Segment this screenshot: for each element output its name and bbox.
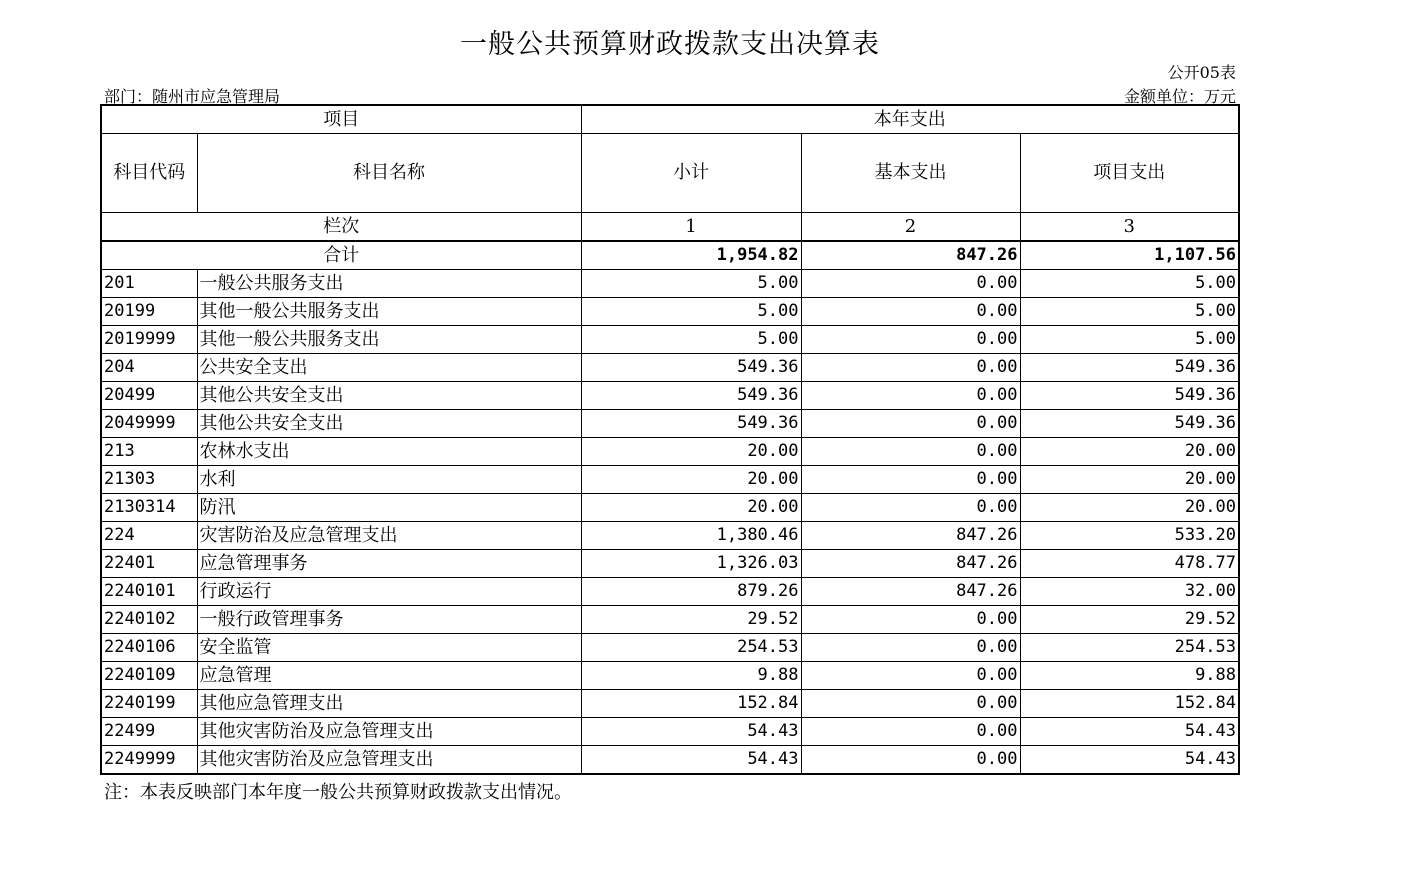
table-row bbox=[101, 438, 1239, 466]
row-name: 应急管理 bbox=[197, 662, 581, 690]
total-project: 1,107.56 bbox=[1020, 241, 1239, 270]
row-basic: 0.00 bbox=[801, 326, 1020, 354]
row-name: 其他公共安全支出 bbox=[197, 410, 581, 438]
header-code: 科目代码 bbox=[101, 134, 197, 213]
row-code: 2130314 bbox=[101, 494, 197, 522]
row-project: 29.52 bbox=[1020, 606, 1239, 634]
row-subtotal: 20.00 bbox=[581, 438, 801, 466]
row-subtotal: 5.00 bbox=[581, 270, 801, 298]
row-project: 254.53 bbox=[1020, 634, 1239, 662]
row-basic: 0.00 bbox=[801, 466, 1020, 494]
form-number: 公开05表 bbox=[1167, 63, 1236, 82]
row-code: 204 bbox=[101, 354, 197, 382]
row-name: 其他应急管理支出 bbox=[197, 690, 581, 718]
row-code: 2240102 bbox=[101, 606, 197, 634]
row-project: 5.00 bbox=[1020, 270, 1239, 298]
row-subtotal: 20.00 bbox=[581, 466, 801, 494]
row-name: 其他灾害防治及应急管理支出 bbox=[197, 718, 581, 746]
row-name: 灾害防治及应急管理支出 bbox=[197, 522, 581, 550]
table-row bbox=[101, 606, 1239, 634]
table-row bbox=[101, 550, 1239, 578]
table-row bbox=[101, 718, 1239, 746]
table-row bbox=[101, 746, 1239, 775]
table-row bbox=[101, 354, 1239, 382]
row-basic: 0.00 bbox=[801, 662, 1020, 690]
row-subtotal: 1,380.46 bbox=[581, 522, 801, 550]
row-code: 224 bbox=[101, 522, 197, 550]
row-basic: 0.00 bbox=[801, 746, 1020, 775]
table-row bbox=[101, 270, 1239, 298]
row-basic: 0.00 bbox=[801, 718, 1020, 746]
amount-unit-label: 金额单位：万元 bbox=[1123, 87, 1236, 106]
row-subtotal: 54.43 bbox=[581, 718, 801, 746]
row-project: 5.00 bbox=[1020, 326, 1239, 354]
row-project: 20.00 bbox=[1020, 494, 1239, 522]
row-project: 478.77 bbox=[1020, 550, 1239, 578]
row-code: 20499 bbox=[101, 382, 197, 410]
row-code: 21303 bbox=[101, 466, 197, 494]
row-project: 549.36 bbox=[1020, 410, 1239, 438]
row-code: 22401 bbox=[101, 550, 197, 578]
row-code: 213 bbox=[101, 438, 197, 466]
header-name: 科目名称 bbox=[197, 134, 581, 213]
table-row bbox=[101, 494, 1239, 522]
row-name: 公共安全支出 bbox=[197, 354, 581, 382]
table-row bbox=[101, 662, 1239, 690]
expenditure-table bbox=[100, 104, 1240, 775]
row-basic: 0.00 bbox=[801, 354, 1020, 382]
header-project-exp: 项目支出 bbox=[1020, 134, 1239, 213]
row-code: 20199 bbox=[101, 298, 197, 326]
table-note: 注：本表反映部门本年度一般公共预算财政拨款支出情况。 bbox=[104, 782, 572, 803]
col-index-1: 1 bbox=[581, 213, 801, 242]
header-subtotal: 小计 bbox=[581, 134, 801, 213]
row-basic: 0.00 bbox=[801, 690, 1020, 718]
department-label: 部门：随州市应急管理局 bbox=[104, 87, 281, 106]
row-name: 其他灾害防治及应急管理支出 bbox=[197, 746, 581, 775]
row-basic: 0.00 bbox=[801, 410, 1020, 438]
table-row bbox=[101, 410, 1239, 438]
row-basic: 847.26 bbox=[801, 522, 1020, 550]
row-subtotal: 1,326.03 bbox=[581, 550, 801, 578]
row-code: 2240101 bbox=[101, 578, 197, 606]
row-name: 其他一般公共服务支出 bbox=[197, 326, 581, 354]
row-basic: 0.00 bbox=[801, 438, 1020, 466]
row-project: 533.20 bbox=[1020, 522, 1239, 550]
row-code: 2240109 bbox=[101, 662, 197, 690]
row-basic: 0.00 bbox=[801, 494, 1020, 522]
row-subtotal: 20.00 bbox=[581, 494, 801, 522]
row-project: 54.43 bbox=[1020, 746, 1239, 775]
table-row bbox=[101, 466, 1239, 494]
row-subtotal: 5.00 bbox=[581, 326, 801, 354]
col-index-3: 3 bbox=[1020, 213, 1239, 242]
row-name: 水利 bbox=[197, 466, 581, 494]
row-name: 农林水支出 bbox=[197, 438, 581, 466]
total-label: 合计 bbox=[101, 241, 581, 270]
table-row bbox=[101, 522, 1239, 550]
row-code: 2019999 bbox=[101, 326, 197, 354]
row-subtotal: 29.52 bbox=[581, 606, 801, 634]
row-name: 其他一般公共服务支出 bbox=[197, 298, 581, 326]
row-subtotal: 549.36 bbox=[581, 410, 801, 438]
row-basic: 847.26 bbox=[801, 578, 1020, 606]
row-name: 其他公共安全支出 bbox=[197, 382, 581, 410]
total-subtotal: 1,954.82 bbox=[581, 241, 801, 270]
row-code: 2240106 bbox=[101, 634, 197, 662]
row-subtotal: 254.53 bbox=[581, 634, 801, 662]
row-subtotal: 152.84 bbox=[581, 690, 801, 718]
row-code: 22499 bbox=[101, 718, 197, 746]
row-basic: 0.00 bbox=[801, 634, 1020, 662]
row-subtotal: 9.88 bbox=[581, 662, 801, 690]
col-index-2: 2 bbox=[801, 213, 1020, 242]
row-name: 一般行政管理事务 bbox=[197, 606, 581, 634]
table-row bbox=[101, 578, 1239, 606]
row-project: 20.00 bbox=[1020, 438, 1239, 466]
header-basic: 基本支出 bbox=[801, 134, 1020, 213]
header-current-year: 本年支出 bbox=[581, 105, 1239, 134]
table-row bbox=[101, 690, 1239, 718]
row-code: 2240199 bbox=[101, 690, 197, 718]
row-code: 201 bbox=[101, 270, 197, 298]
page-title: 一般公共预算财政拨款支出决算表 bbox=[460, 29, 880, 60]
row-code: 2249999 bbox=[101, 746, 197, 775]
row-project: 549.36 bbox=[1020, 354, 1239, 382]
table-row bbox=[101, 298, 1239, 326]
row-name: 应急管理事务 bbox=[197, 550, 581, 578]
row-name: 一般公共服务支出 bbox=[197, 270, 581, 298]
row-project: 9.88 bbox=[1020, 662, 1239, 690]
row-subtotal: 5.00 bbox=[581, 298, 801, 326]
row-project: 20.00 bbox=[1020, 466, 1239, 494]
row-project: 152.84 bbox=[1020, 690, 1239, 718]
row-subtotal: 879.26 bbox=[581, 578, 801, 606]
row-index-label: 栏次 bbox=[101, 213, 581, 242]
header-project: 项目 bbox=[101, 105, 581, 134]
row-subtotal: 549.36 bbox=[581, 354, 801, 382]
row-basic: 0.00 bbox=[801, 382, 1020, 410]
row-basic: 0.00 bbox=[801, 298, 1020, 326]
row-project: 5.00 bbox=[1020, 298, 1239, 326]
row-subtotal: 54.43 bbox=[581, 746, 801, 775]
row-basic: 0.00 bbox=[801, 606, 1020, 634]
row-project: 32.00 bbox=[1020, 578, 1239, 606]
row-basic: 0.00 bbox=[801, 270, 1020, 298]
row-name: 行政运行 bbox=[197, 578, 581, 606]
table-row bbox=[101, 634, 1239, 662]
total-basic: 847.26 bbox=[801, 241, 1020, 270]
row-basic: 847.26 bbox=[801, 550, 1020, 578]
row-project: 549.36 bbox=[1020, 382, 1239, 410]
row-name: 安全监管 bbox=[197, 634, 581, 662]
table-row bbox=[101, 382, 1239, 410]
row-code: 2049999 bbox=[101, 410, 197, 438]
row-project: 54.43 bbox=[1020, 718, 1239, 746]
row-subtotal: 549.36 bbox=[581, 382, 801, 410]
table-row bbox=[101, 326, 1239, 354]
row-name: 防汛 bbox=[197, 494, 581, 522]
